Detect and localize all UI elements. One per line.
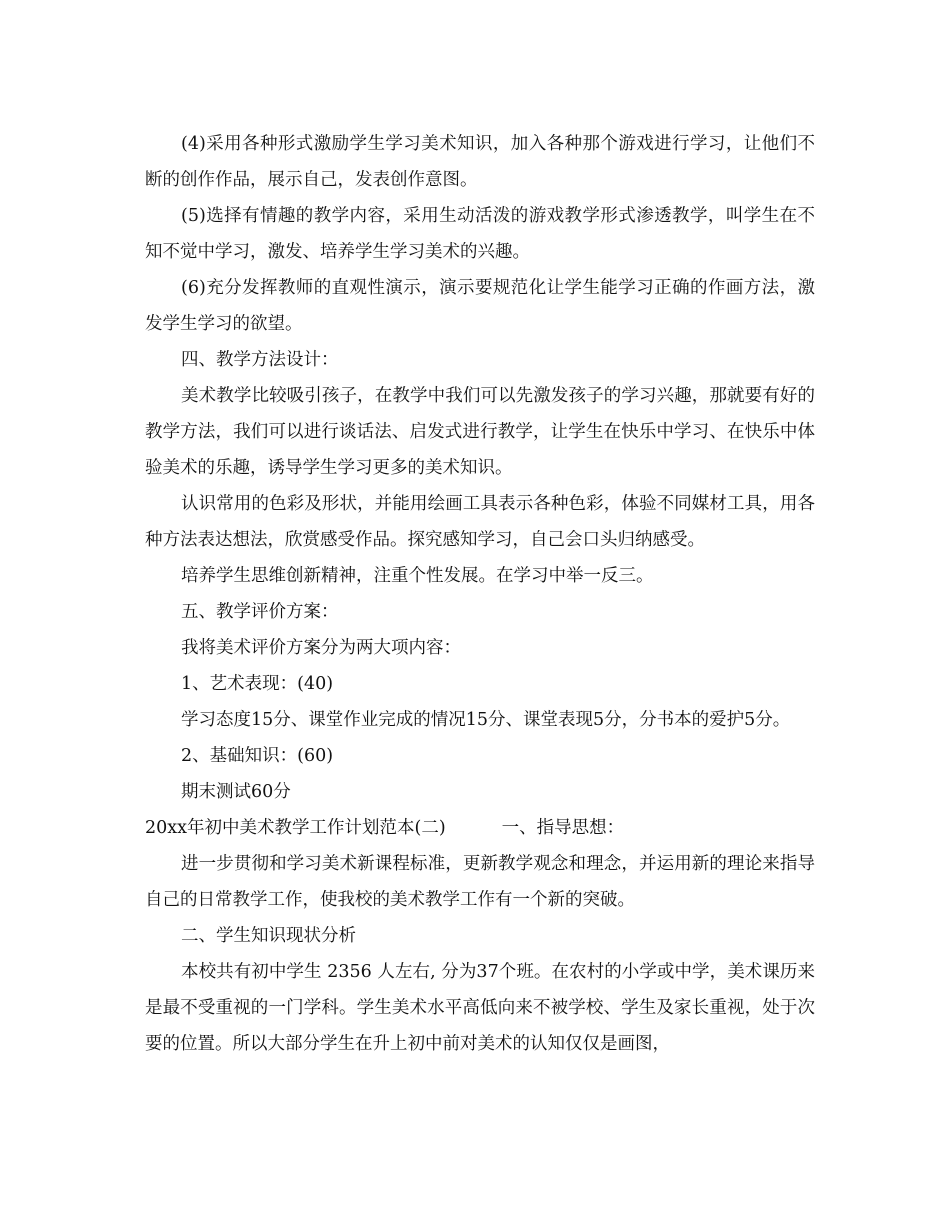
heading-evaluation: 五、教学评价方案： <box>181 602 339 622</box>
paragraph-art-performance-detail: 学习态度15分、课堂作业完成的情况15分、课堂表现5分，分书本的爱护5分。 <box>181 710 791 730</box>
paragraph-student-analysis: 本校共有初中学生 2356 人左右, 分为37个班。在农村的小学或中学，美术课历来是最不受重视的一门学科。学生美术水平高低向来不被学校、学生及家长重视，处于次要的位置。所以大部分学生在升上初中前对美术的认知仅仅是画图， <box>145 962 815 1054</box>
paragraph-colors-shapes: 认识常用的色彩及形状，并能用绘画工具表示各种色彩，体验不同媒材工具，用各种方法表达想法，欣赏感受作品。探究感知学习，自己会口头归纳感受。 <box>145 494 815 550</box>
paragraph-final-exam: 期末测试60分 <box>181 782 291 802</box>
section-title-line <box>145 810 815 846</box>
paragraph-guiding-thought: 进一步贯彻和学习美术新课程标准，更新教学观念和理念，并运用新的理论来指导自己的日常教学工作，使我校的美术教学工作有一个新的突破。 <box>145 854 815 910</box>
paragraph-evaluation-intro: 我将美术评价方案分为两大项内容： <box>181 638 461 658</box>
paragraph-item-6: (6)充分发挥教师的直观性演示，演示要规范化让学生能学习正确的作画方法，激发学生学习的欲望。 <box>145 278 815 334</box>
paragraph-teaching-method: 美术教学比较吸引孩子，在教学中我们可以先激发孩子的学习兴趣，那就要有好的教学方法，我们可以进行谈话法、启发式进行教学，让学生在快乐中学习、在快乐中体验美术的乐趣，诱导学生学习更多的美术知识。 <box>145 386 815 478</box>
section-title: 20xx年初中美术教学工作计划范本(二) <box>145 818 446 838</box>
item-art-performance: 1、艺术表现：(40) <box>181 674 334 694</box>
section-heading: 一、指导思想： <box>501 818 625 838</box>
paragraph-item-5: (5)选择有情趣的教学内容，采用生动活泼的游戏教学形式渗透教学，叫学生在不知不觉中学习，激发、培养学生学习美术的兴趣。 <box>145 206 815 262</box>
heading-student-analysis: 二、学生知识现状分析 <box>181 926 356 946</box>
paragraph-innovation: 培养学生思维创新精神，注重个性发展。在学习中举一反三。 <box>181 566 654 586</box>
heading-teaching-method: 四、教学方法设计： <box>181 350 339 370</box>
paragraph-item-4: (4)采用各种形式激励学生学习美术知识，加入各种那个游戏进行学习，让他们不断的创作作品，展示自己，发表创作意图。 <box>145 134 815 190</box>
document-body <box>145 126 815 1062</box>
item-basic-knowledge: 2、基础知识：(60) <box>181 746 334 766</box>
